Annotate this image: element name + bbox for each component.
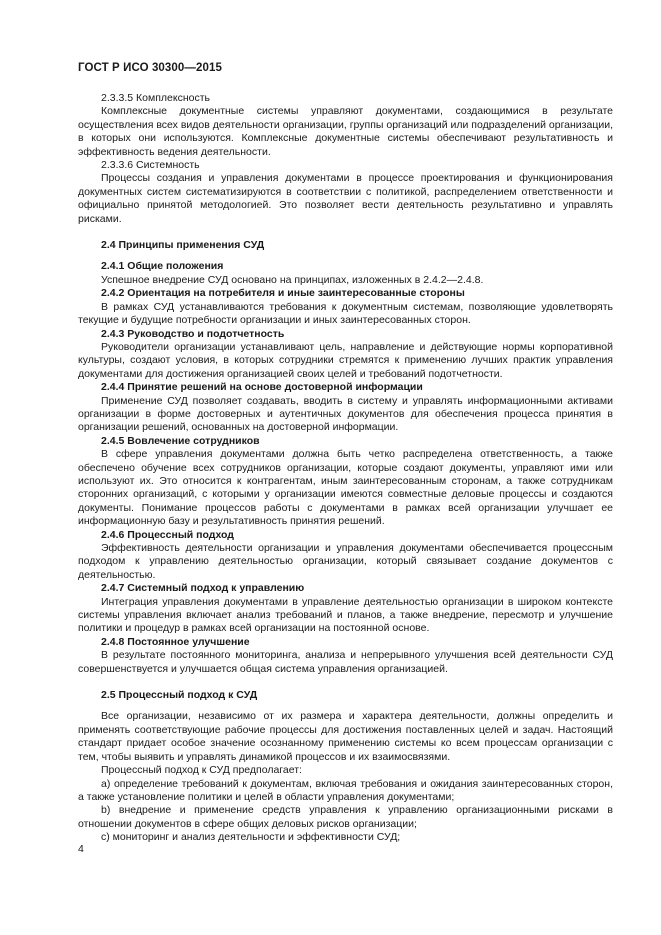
paragraph: Успешное внедрение СУД основано на принципах, изложенных в 2.4.2—2.4.8. (101, 273, 484, 286)
paragraph: Все организации, независимо от их размера и характера деятельности, должны определить и применять соответствующие рабочие процессы для достижения поставленных целей и задач. Настоящий стандарт придает особое значение осознанному применению системы ко всем процессам организации с тем, чтобы выявить и управлять динамикой процессов и их взаимосвязями. (78, 710, 613, 763)
spacer (78, 252, 613, 260)
subsection-heading: 2.4.1 Общие положения (101, 260, 224, 273)
subsection-heading: 2.4.2 Ориентация на потребителя и иные заинтересованные стороны (101, 287, 465, 300)
paragraph: Интеграция управления документами в управление деятельностью организации в широком контексте системы управления включает анализ требований и планов, а также внедрение, пересмотр и улучшение политики и процедур в рамках всей организации на постоянной основе. (78, 595, 613, 635)
paragraph: Эффективность деятельности организации и управления документами обеспечивается процессным подходом к управлению деятельностью организации, который связывает создание документов с деятельностью. (78, 542, 613, 581)
page-header-title: ГОСТ Р ИСО 30300—2015 (78, 62, 223, 74)
section-heading: 2.5 Процессный подход к СУД (101, 689, 258, 702)
paragraph: 2.3.3.6 Системность (101, 159, 200, 172)
paragraph: b) внедрение и применение средств управления к управлению организационными рисками в отношении документов в сфере общих деловых рисков организации; (78, 804, 613, 830)
paragraph: a) определение требований к документам, включая требования и ожидания заинтересованных сторон, а также установление политики и целей в области управления документами; (78, 777, 613, 803)
subsection-heading: 2.4.8 Постоянное улучшение (101, 635, 250, 648)
paragraph: c) мониторинг и анализ деятельности и эффективности СУД; (101, 831, 401, 844)
paragraph: В сфере управления документами должна быть четко распределена ответственность, а также обеспечено обучение всех сотрудников организации, которые создают документы, управляют ими или используют их. Это относится к контрагентам, иным заинтересованным сторонам, а также сотрудникам сторонних организаций, с которыми у организации имеются совместные деловые процессы и создаются документы. Понимание процессов работы с документами в рамках всей организации улучшает ее информационную базу и результативность принятия решений. (78, 448, 613, 528)
spacer (78, 702, 613, 710)
paragraph: В результате постоянного мониторинга, анализа и непрерывного улучшения всей деятельности СУД совершенствуется и улучшается общая система управления организацией. (78, 649, 613, 675)
paragraph: 2.3.3.5 Комплексность (101, 92, 210, 104)
document-body (78, 92, 613, 845)
paragraph: В рамках СУД устанавливаются требования к документным системам, позволяющие удовлетворять текущие и будущие потребности организации и иных заинтересованных сторон. (78, 300, 613, 327)
section-heading: 2.4 Принципы применения СУД (101, 239, 265, 252)
spacer (78, 226, 613, 239)
page-number: 4 (78, 843, 84, 855)
paragraph: Процессный подход к СУД предполагает: (101, 764, 302, 777)
subsection-heading: 2.4.3 Руководство и подотчетность (101, 327, 285, 340)
subsection-heading: 2.4.7 Системный подход к управлению (101, 582, 305, 595)
paragraph: Процессы создания и управления документами в процессе проектирования и функционирования документных систем систематизируются в соответствии с политикой, распределением ответственности и официально принятой методологией. Это позволяет вести деятельность результативно и управлять рисками. (78, 172, 613, 225)
subsection-heading: 2.4.5 Вовлечение сотрудников (101, 434, 260, 447)
paragraph: Применение СУД позволяет создавать, вводить в систему и управлять информационными активами организации в форме достоверных и аутентичных документов для обеспечения процесса принятия в организации решений, основанных на достоверной информации. (78, 394, 613, 434)
subsection-heading: 2.4.6 Процессный подход (101, 528, 234, 541)
spacer (78, 676, 613, 689)
paragraph: Комплексные документные системы управляют документами, создающимися в результате осуществления всех видов деятельности организации, группы организаций или подразделений организации, в которых они используются. Комплексные документные системы обеспечивают результативность и эффективность ведения деятельности. (78, 105, 613, 158)
paragraph: Руководители организации устанавливают цель, направление и действующие нормы корпоративной культуры, создают условия, в которых сотрудники стремятся к применению лучших практик управления документами для достижения организацией своих целей и требований подотчетности. (78, 340, 613, 380)
subsection-heading: 2.4.4 Принятие решений на основе достоверной информации (101, 381, 423, 394)
